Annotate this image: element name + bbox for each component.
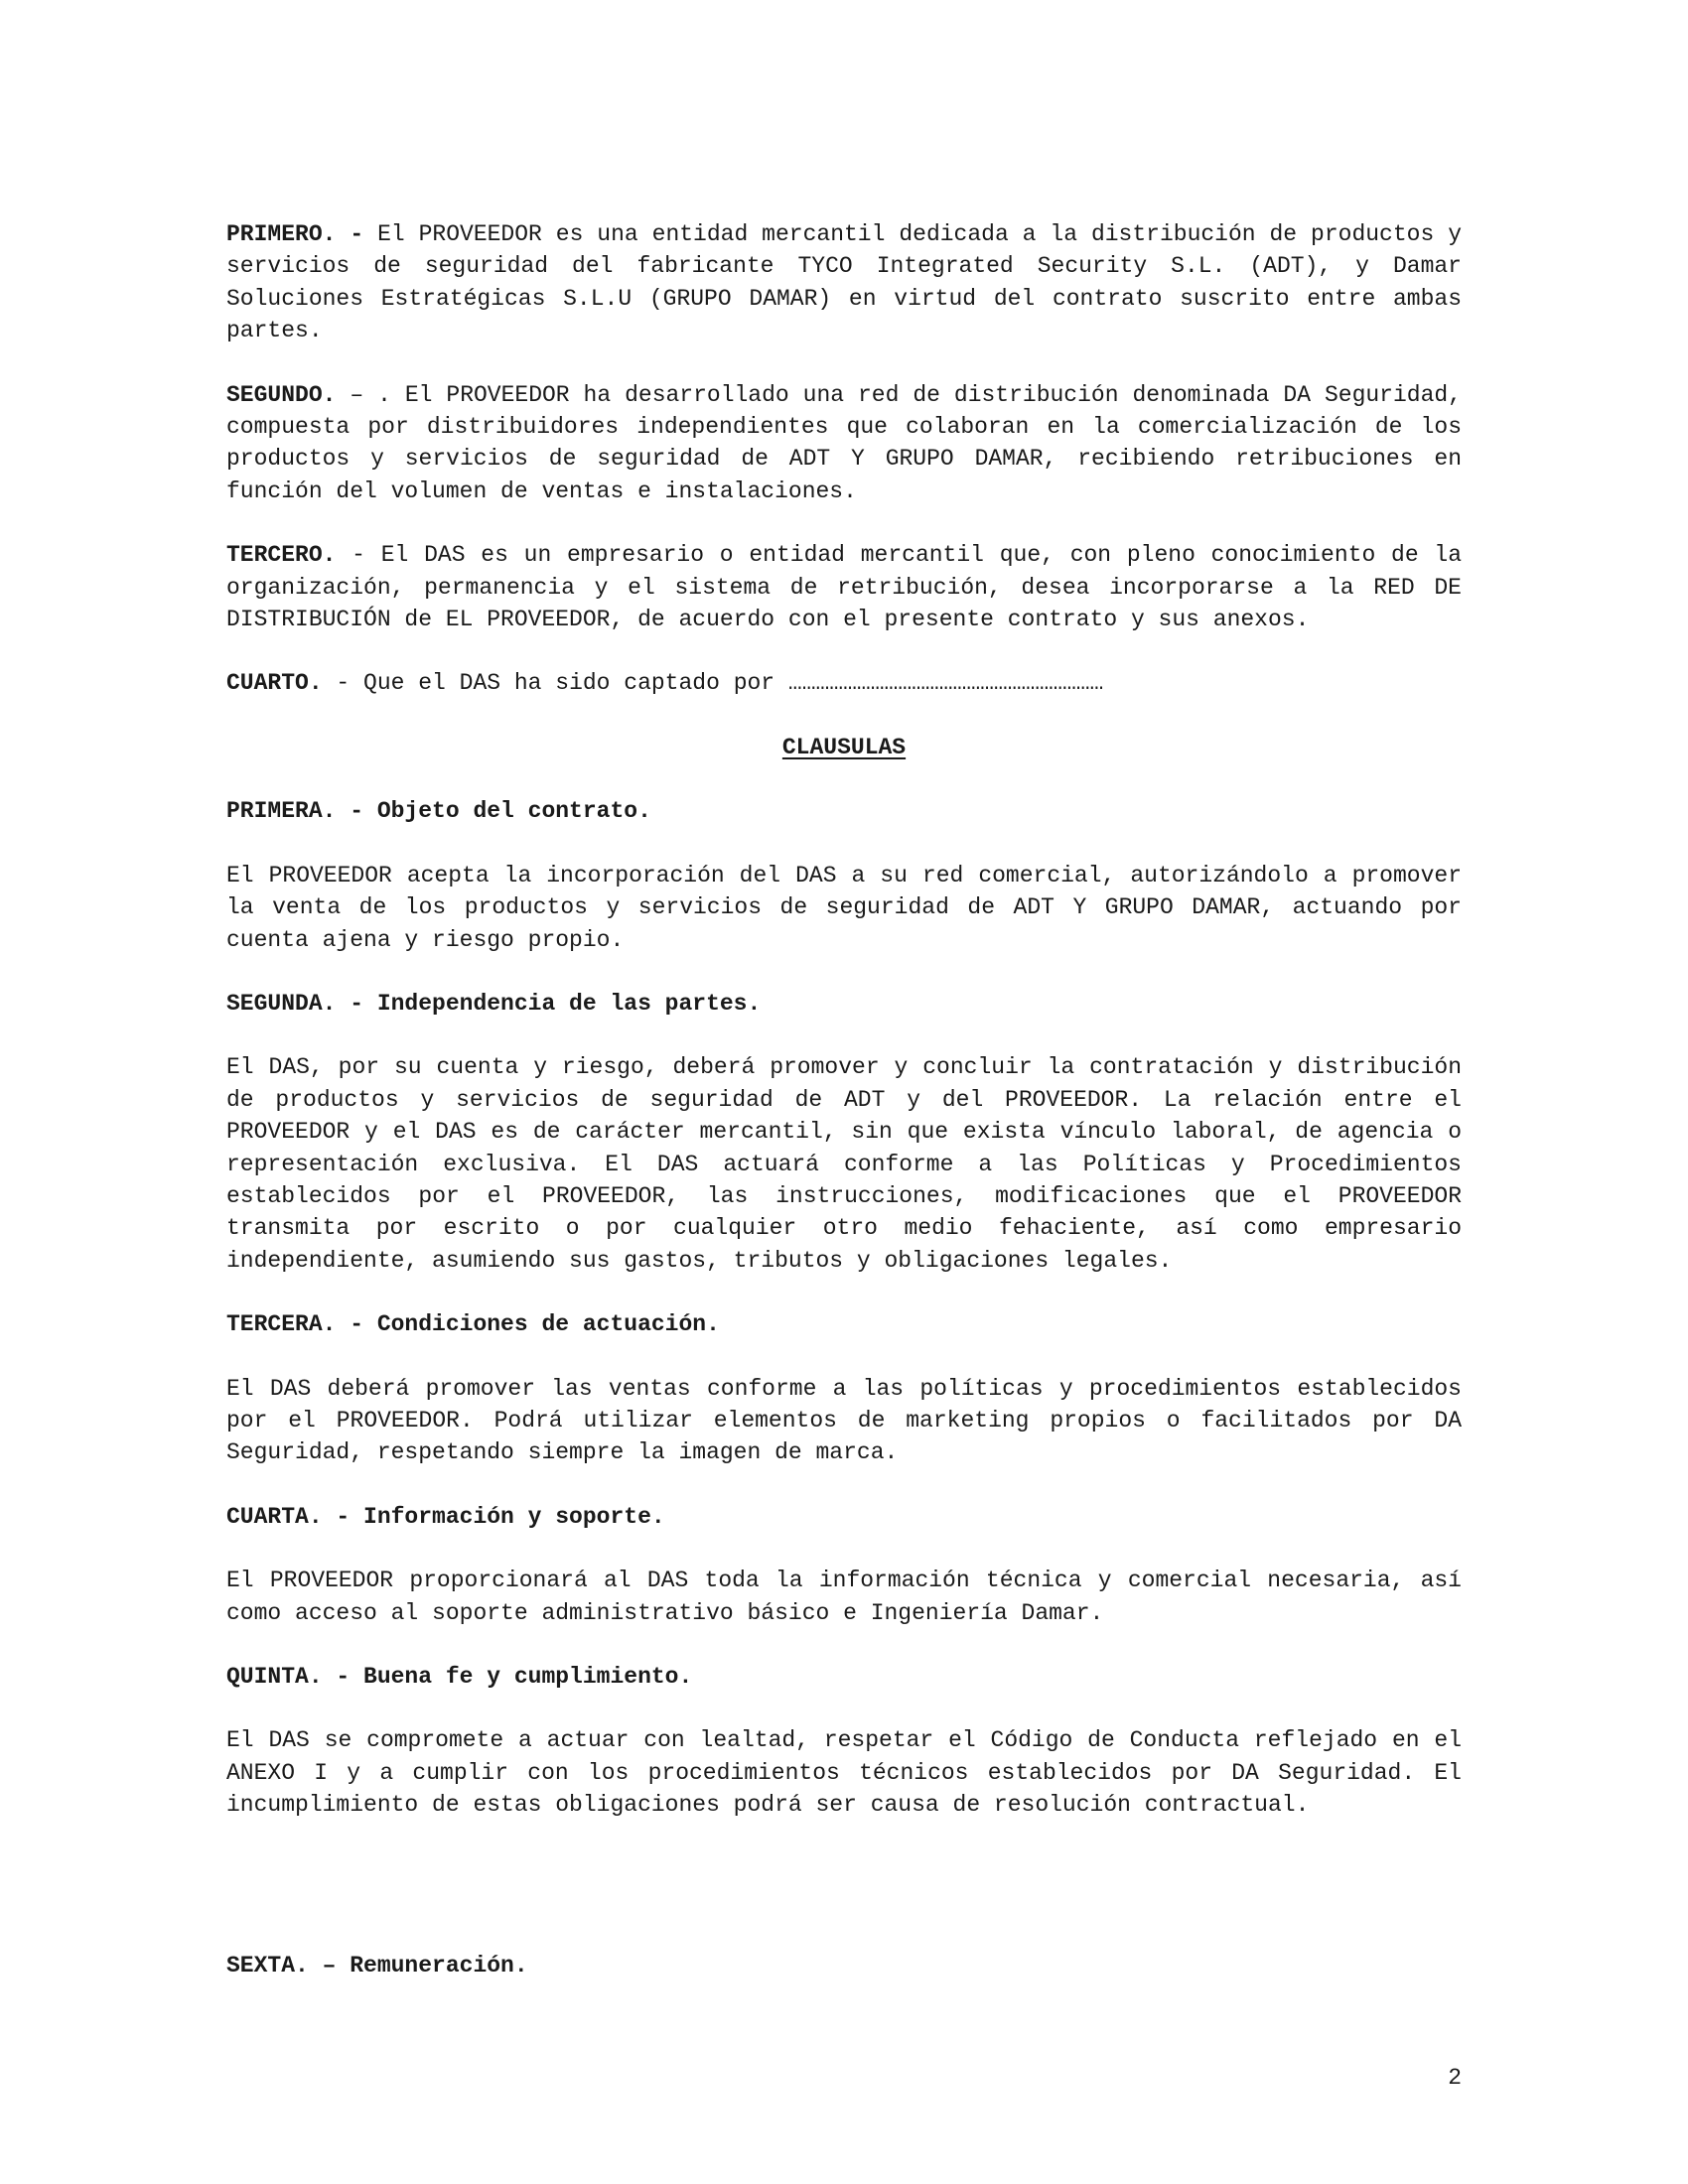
clause-body-tercera: El DAS deberá promover las ventas conforme a las políticas y procedimientos establecidos por el PROVEEDOR. Podrá utilizar elementos de marketing propios o facilitados por DA Seguridad, respetando siempre la imagen de marca. xyxy=(226,1375,1462,1466)
section-title xyxy=(226,732,1462,763)
clause-body-primera: El PROVEEDOR acepta la incorporación del DAS a su red comercial, autorizándolo a promover la venta de los productos y servicios de seguridad de ADT Y GRUPO DAMAR, actuando por cuenta ajena y riesgo propio. xyxy=(226,862,1462,953)
clause-body-segunda: El DAS, por su cuenta y riesgo, deberá promover y concluir la contratación y distribución de productos y servicios de seguridad de ADT y del PROVEEDOR. La relación entre el PROVEEDOR y el DAS es de carácter mercantil, sin que exista vínculo laboral, de agencia o representación exclusiva. El DAS actuará conforme a las Políticas y Procedimientos establecidos por el PROVEEDOR, las instrucciones, modificaciones que el PROVEEDOR transmita por escrito o por cualquier otro medio fehaciente, así como empresario independiente, asumiendo sus gastos, tributos y obligaciones legales. xyxy=(226,1054,1462,1274)
recital-label: TERCERO. xyxy=(226,542,337,569)
section-title-text: CLAUSULAS xyxy=(781,734,907,760)
clause-body-quinta: El DAS se compromete a actuar con lealtad, respetar el Código de Conducta reflejado en el ANEXO I y a cumplir con los procedimientos técnicos establecidos por DA Seguridad. El incumplimiento de estas obligaciones podrá ser causa de resolución contractual. xyxy=(226,1727,1462,1819)
clause-heading-cuarta: CUARTA. - Información y soporte. xyxy=(226,1503,665,1530)
page-number: 2 xyxy=(1448,2065,1462,2091)
document-page xyxy=(226,218,1462,2013)
clause-heading-quinta: QUINTA. - Buena fe y cumplimiento. xyxy=(226,1664,693,1690)
recital-text: El PROVEEDOR es una entidad mercantil dedicada a la distribución de productos y servicios de seguridad del fabricante TYCO Integrated Security S.L. (ADT), y Damar Soluciones Estratégicas S.L.U (GRUPO DAMAR) en virtud del contrato suscrito entre ambas partes. xyxy=(226,221,1462,344)
clause-body-cuarta: El PROVEEDOR proporcionará al DAS toda la información técnica y comercial necesaria, así como acceso al soporte administrativo básico e Ingeniería Damar. xyxy=(226,1568,1462,1626)
recital-primero xyxy=(226,218,1462,347)
recital-text: – . El PROVEEDOR ha desarrollado una red de distribución denominada DA Seguridad, compuesta por distribuidores independientes que colaboran en la comercialización de los productos y servicios de seguridad de ADT Y GRUPO DAMAR, recibiendo retribuciones en función del volumen de ventas e instalaciones. xyxy=(226,381,1462,504)
clause-heading-primera: PRIMERA. - Objeto del contrato. xyxy=(226,798,651,825)
recital-cuarto xyxy=(226,667,1462,699)
recital-label: PRIMERO. - xyxy=(226,221,364,247)
clause-heading-sexta: SEXTA. – Remuneración. xyxy=(226,1952,528,1979)
clause-heading-segunda: SEGUNDA. - Independencia de las partes. xyxy=(226,990,762,1017)
recital-tercero xyxy=(226,539,1462,635)
recital-text: - El DAS es un empresario o entidad mercantil que, con pleno conocimiento de la organización, permanencia y el sistema de retribución, desea incorporarse a la RED DE DISTRIBUCIÓN de EL PROVEEDOR, de acuerdo con el presente contrato y sus anexos. xyxy=(226,542,1462,633)
recital-text: - Que el DAS ha sido captado por …………………………………………………………… xyxy=(322,670,1104,697)
recital-label: SEGUNDO. xyxy=(226,381,337,408)
recital-label: CUARTO. xyxy=(226,670,323,697)
recital-segundo xyxy=(226,379,1462,508)
vertical-spacer xyxy=(226,1853,1462,1950)
clause-heading-tercera: TERCERA. - Condiciones de actuación. xyxy=(226,1311,720,1338)
